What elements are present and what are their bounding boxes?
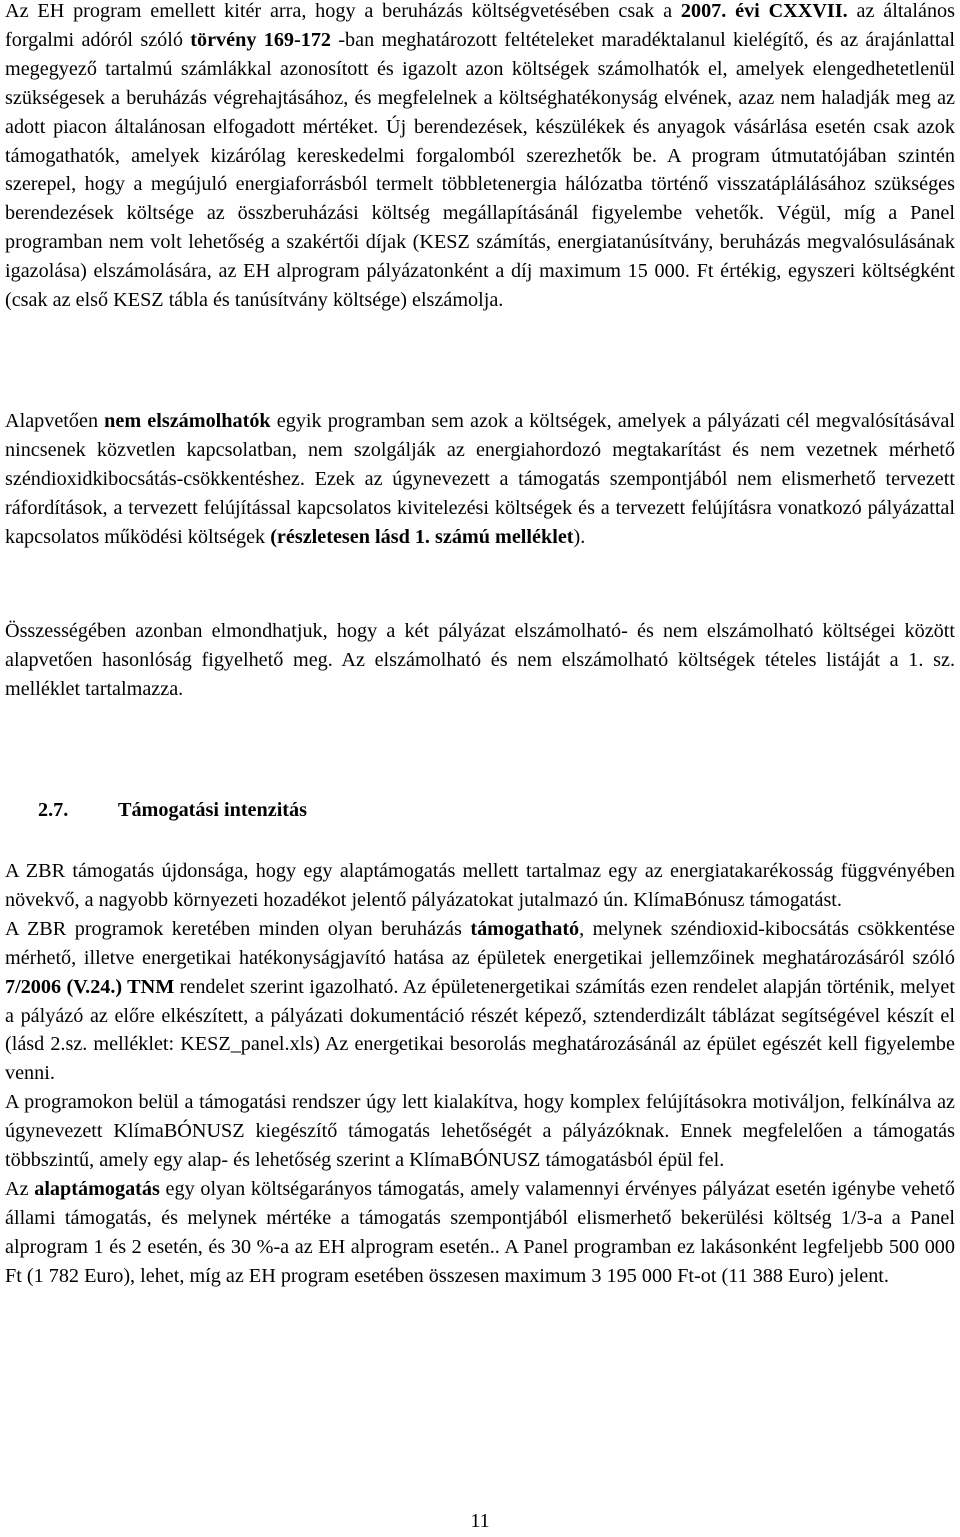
paragraph-non-eligible-costs	[5, 407, 955, 552]
page-number: 11	[470, 1510, 490, 1532]
emphasis-supportable: támogatható	[470, 917, 580, 940]
annex-reference: (részletesen lásd 1. számú melléklet	[270, 525, 574, 548]
text-segment: egy olyan költségarányos támogatás, amely valamennyi érvényes pályázat esetén igénybe vehető állami támogatás, és melynek mértéke a támogatás szempontjából elismerhető bekerülési költség 1/3-a a Panel alprogram 1 és 2 esetén, és 30 %-a az EH alprogram esetén.. A Panel programban ez lakásonként legfeljebb 500 000 Ft (1 782 Euro), lehet, míg az EH program esetében összesen maximum 3 195 000 Ft-ot (11 388 Euro) jelent.	[5, 1177, 956, 1287]
section-title: Támogatási intenzitás	[118, 799, 307, 821]
text-segment: az általános forgalmi adóról szóló	[5, 0, 955, 51]
emphasis-not-eligible: nem elszámolhatók	[104, 410, 271, 432]
paragraph-eligible-costs	[5, 0, 955, 315]
text-segment: ).	[573, 525, 586, 548]
law-sections: 169-172	[263, 28, 332, 51]
text-segment: Alapvetően	[5, 410, 105, 432]
paragraph-summary: Összességében azonban elmondhatjuk, hogy a két pályázat elszámolható- és nem elszámolható költségei között alapvetően hasonlóság figyelhető meg. Az elszámolható és nem elszámolható költségek tételes listáját a 1. sz. melléklet tartalmazza.	[5, 620, 955, 700]
law-word: törvény	[190, 28, 257, 51]
text-segment: rendelet szerint igazolható. Az épületenergetikai számítás ezen rendelet alapján történik, melyet a pályázó az előre elkészített, a pályázati dokumentáció részét képező, sztenderdizált táblázat segítségével készít el (lásd 2.sz. melléklet: KESZ_panel.xls) Az energetikai besorolás meghatározásánál az épület egészét kell figyelembe venni.	[5, 975, 956, 1085]
section-body	[5, 857, 955, 1291]
paragraph-zbr-intro: A ZBR támogatás újdonsága, hogy egy alaptámogatás mellett tartalmaz egy az energiatakarékosság függvényében növekvő, a nagyobb környezeti hozadékot jelentő pályázatokat jutalmazó ún. KlímaBónusz támogatást.	[5, 860, 955, 911]
emphasis-base-support: alaptámogatás	[34, 1177, 160, 1200]
text-segment: -ban meghatározott feltételeket maradéktalanul kielégítő, és az árajánlattal megegyező tartalmú számlákkal azonosított és igazolt azon költségek számolhatók el, amelyek elengedhetetlenül szükségesek a beruházás végrehajtásához, és megfelelnek a költséghatékonyság elvének, azaz nem haladják meg az adott piacon általánosan elfogadott mértéket. Új berendezések, készülékek és anyagok vásárlása esetén csak azok támogathatók, amelyek kizárólag kereskedelmi forgalomból szerezhetők be. A program útmutatójában szintén szerepel, hogy a megújuló energiaforrásból termelt többletenergia hálózatba történő visszatáplálásához szükséges berendezések költsége az összberuházási költség megállapításánál figyelembe vehetők. Végül, míg a Panel programban nem volt lehetőség a szakértői díjak (KESZ számítás, energiatanúsítvány, beruházás megvalósulásának igazolása) elszámolására, az EH alprogram pályázatonként a díj maximum 15 000. Ft értékig, egyszeri költségként (csak az első KESZ tábla és tanúsítvány költsége) elszámolja.	[5, 28, 955, 312]
section-number: 2.7.	[38, 799, 69, 821]
text-segment: A ZBR programok keretében minden olyan beruházás	[5, 917, 471, 940]
section-heading	[38, 796, 307, 824]
paragraph-support-system: A programokon belül a támogatási rendszer úgy lett kialakítva, hogy komplex felújításokra motiváljon, felkínálva az úgynevezett KlímaBÓNUSZ kiegészítő támogatás lehetőségét a pályázóknak. Ennek megfelelően a támogatás többszintű, amely egy alap- és lehetőség szerint a KlímaBÓNUSZ támogatásból épül fel.	[5, 1091, 955, 1172]
law-reference: 2007. évi CXXVII.	[680, 0, 848, 22]
paragraph-base-support	[5, 1175, 955, 1291]
text-segment: egyik programban sem azok a költségek, amelyek a pályázati cél megvalósításával nincsenek közvetlen kapcsolatban, nem szolgálják az energiahordozó megtakarítást és nem vezetnek mérhető széndioxidkibocsátás-csökkentéshez. Ezek az úgynevezett a támogatás szempontjából nem elismerhető tervezett ráfordítások, a tervezett felújítással kapcsolatos kivitelezési költségek és a tervezett felújításra vonatkozó pályázattal kapcsolatos működési költségek	[5, 410, 955, 548]
paragraph-zbr-eligibility	[5, 915, 955, 1088]
text-segment: , melynek széndioxid-kibocsátás csökkentése mérhető, illetve energetikai hatékonyságjavító hatása az épületek energetikai jellemzőinek meghatározásáról szóló	[5, 917, 956, 969]
text-segment: Az EH program emellett kitér arra, hogy a beruházás költségvetésében csak a	[5, 0, 681, 22]
text-segment	[256, 29, 263, 51]
decree-reference: 7/2006 (V.24.) TNM	[5, 975, 175, 998]
text-segment: Az	[5, 1177, 35, 1200]
